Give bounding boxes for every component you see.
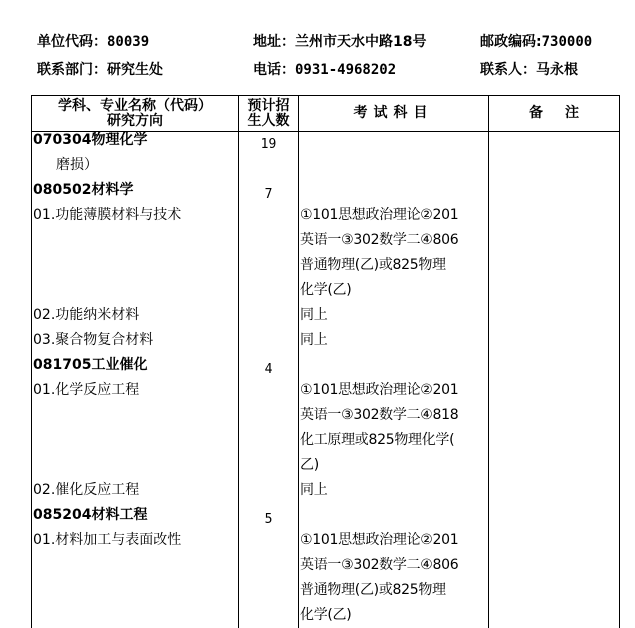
direction-row: 02.催化反应工程: [33, 482, 140, 498]
header-count-line2: 生人数: [247, 112, 290, 129]
header-major-line1: 学科、专业名称（代码）: [58, 97, 212, 114]
direction-row: 02.功能纳米材料: [33, 307, 140, 323]
department-label: 联系部门：: [37, 62, 107, 78]
department-value: 研究生处: [107, 62, 163, 78]
exam-line: ①101思想政治理论②201: [300, 207, 459, 223]
exam-line: 化学(乙): [300, 282, 352, 298]
unit-code: [37, 34, 149, 50]
exam-line: 化学(乙): [300, 607, 352, 623]
postcode: [480, 34, 592, 50]
phone-label: 电话：: [253, 62, 295, 78]
postcode-label: 邮政编码:: [480, 34, 542, 50]
exam-subjects: 同上: [300, 482, 328, 498]
direction-row: 01.材料加工与表面改性: [33, 532, 182, 548]
enrollment-table: [31, 95, 620, 628]
exam-line: 英语一③302数学二④806: [300, 232, 459, 248]
exam-line: ①101思想政治理论②201: [300, 532, 459, 548]
enrollment-count: 19: [260, 137, 277, 152]
exam-line: 普通物理(乙)或825物理: [300, 257, 446, 273]
column-header-count: [239, 96, 298, 131]
exam-line: ①101思想政治理论②201: [300, 382, 459, 398]
header-major-line2: 研究方向: [107, 112, 163, 129]
phone-value: 0931-4968202: [295, 62, 397, 78]
enrollment-count: 5: [264, 512, 273, 527]
column-header-exam: 考试科目: [353, 105, 434, 121]
exam-line: 乙): [300, 457, 319, 473]
exam-subjects: 同上: [300, 307, 328, 323]
address-value: 兰州市天水中路18号: [295, 34, 427, 50]
unit-code-label: 单位代码：: [37, 34, 107, 50]
exam-subjects: [300, 378, 458, 478]
contact-label: 联系人：: [480, 62, 536, 78]
direction-row: 01.化学反应工程: [33, 382, 140, 398]
address-label: 地址：: [253, 34, 295, 50]
phone: [253, 62, 396, 78]
column-header-major: [32, 96, 238, 131]
column-header-remark: 备注: [529, 105, 601, 121]
major-row: 085204材料工程: [33, 507, 148, 523]
major-row: 081705工业催化: [33, 357, 148, 373]
exam-subjects: [300, 203, 458, 303]
enrollment-count: 7: [264, 187, 273, 202]
major-name: 070304物理化学: [33, 132, 148, 148]
direction-row: 01.功能薄膜材料与技术: [33, 207, 182, 223]
major-row: [33, 128, 147, 153]
exam-subjects: [300, 528, 458, 628]
exam-subjects: 同上: [300, 332, 328, 348]
column-divider: [488, 96, 489, 628]
header-count-line1: 预计招: [247, 97, 290, 114]
column-divider: [298, 96, 299, 628]
postcode-value: 730000: [541, 34, 593, 50]
address: [253, 34, 426, 50]
exam-line: 英语一③302数学二④806: [300, 557, 459, 573]
unit-code-value: 80039: [107, 34, 150, 50]
direction-row: 磨损）: [56, 157, 98, 173]
exam-line: 普通物理(乙)或825物理: [300, 582, 446, 598]
contact-value: 马永根: [536, 62, 578, 78]
direction-row: 03.聚合物复合材料: [33, 332, 154, 348]
contact: [480, 62, 578, 78]
major-row: 080502材料学: [33, 182, 134, 198]
exam-line: 化工原理或825物理化学(: [300, 432, 455, 448]
exam-line: 英语一③302数学二④818: [300, 407, 459, 423]
department: [37, 62, 163, 78]
enrollment-count: 4: [264, 362, 273, 377]
